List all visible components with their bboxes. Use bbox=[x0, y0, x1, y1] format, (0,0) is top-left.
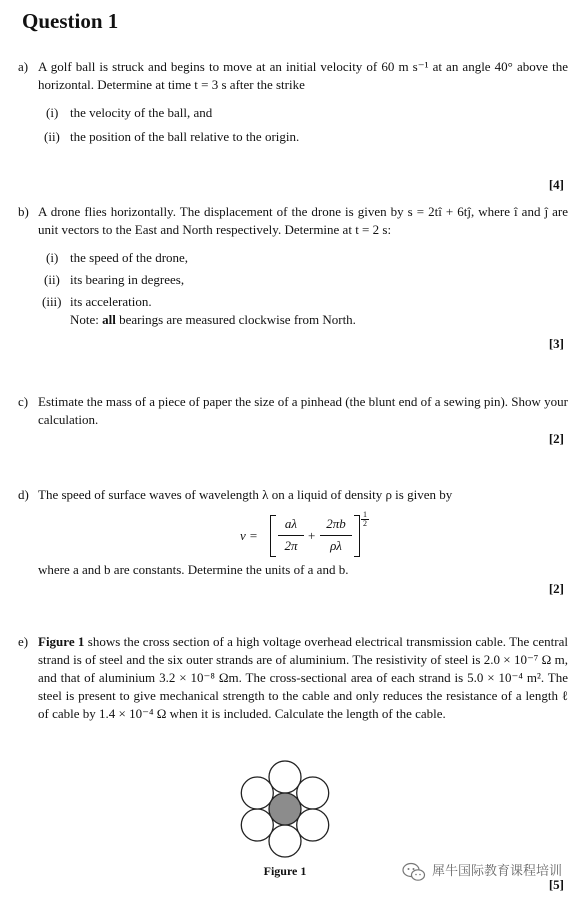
sub-text: its bearing in degrees, bbox=[70, 272, 185, 287]
exponent-numerator: 1 bbox=[363, 510, 367, 519]
marks: [4] bbox=[548, 177, 564, 192]
question-text: A drone flies horizontally. The displacement of the drone is given by s = 2tî + 6tĵ, where î and ĵ are unit vectors to the East and North respectively. Determine at t = 2 s: bbox=[38, 204, 568, 237]
watermark-text: 犀牛国际教育课程培训 bbox=[432, 864, 563, 879]
fraction-bar bbox=[320, 535, 352, 536]
note bbox=[70, 311, 568, 329]
question-d-after bbox=[18, 561, 568, 579]
sub-number: (i) bbox=[46, 250, 59, 265]
formula-lhs: v = bbox=[240, 528, 258, 543]
figure-caption: Figure 1 bbox=[263, 864, 307, 878]
sub-text: the speed of the drone, bbox=[70, 250, 189, 265]
outer-strand bbox=[269, 825, 301, 857]
bracket-left bbox=[270, 515, 276, 557]
note-emphasis: all bbox=[102, 312, 116, 327]
question-c bbox=[18, 393, 568, 429]
sub-question bbox=[38, 128, 568, 146]
central-steel-strand bbox=[269, 793, 301, 825]
cable-diagram bbox=[230, 754, 340, 864]
question-text: A golf ball is struck and begins to move at an initial velocity of 60 m s⁻¹ at an angle 40° above the horizontal. Determine at time t = 3 s after the strike bbox=[38, 59, 568, 92]
part-label: b) bbox=[18, 204, 29, 219]
question-a bbox=[18, 58, 568, 146]
outer-strand bbox=[241, 777, 273, 809]
bracket-right bbox=[354, 515, 360, 557]
question-d bbox=[18, 486, 568, 504]
part-label: e) bbox=[18, 634, 29, 649]
part-label: c) bbox=[18, 394, 29, 409]
fraction-1-denominator: 2π bbox=[284, 538, 298, 553]
outer-strand bbox=[297, 777, 329, 809]
outer-strand bbox=[241, 809, 273, 841]
wechat-icon bbox=[402, 862, 426, 882]
question-text-body: shows the cross section of a high voltage overhead electrical transmission cable. The central strand is of steel and the six outer strands are of aluminium. The resistivity of steel is 2.0 × 10⁻⁷ Ω m, and that of aluminium 3.2 × 10⁻⁸ Ωm. The cross-sectional area of each strand is 5.0 × 10⁻⁴ m². The steel is present to give mechanical strength to the cable and only reduces the resistance of a length ℓ of cable by 1.4 × 10⁻⁴ Ω when it is included. Calculate the length of the cable. bbox=[38, 634, 568, 721]
plus-sign: + bbox=[308, 528, 316, 543]
sub-question bbox=[38, 293, 568, 311]
figure-reference: Figure 1 bbox=[38, 634, 85, 649]
part-label: d) bbox=[18, 487, 29, 502]
fraction-bar bbox=[278, 535, 304, 536]
note-text: bearings are measured clockwise from North. bbox=[115, 312, 356, 327]
sub-number: (i) bbox=[46, 105, 59, 120]
cable-cross-section-figure bbox=[230, 754, 340, 864]
sub-number: (ii) bbox=[44, 272, 60, 287]
question-text: The speed of surface waves of wavelength λ on a liquid of density ρ is given by bbox=[38, 487, 453, 502]
question-text: where a and b are constants. Determine the units of a and b. bbox=[38, 562, 349, 577]
marks: [5] bbox=[548, 877, 564, 892]
question-b bbox=[18, 203, 568, 329]
sub-text: the velocity of the ball, and bbox=[70, 105, 213, 120]
fraction-2-denominator: ρλ bbox=[330, 538, 342, 553]
sub-question bbox=[38, 104, 568, 122]
outer-strand bbox=[297, 809, 329, 841]
fraction-1-numerator: aλ bbox=[284, 516, 298, 531]
sub-question bbox=[38, 271, 568, 289]
marks: [2] bbox=[548, 431, 564, 446]
question-text: Estimate the mass of a piece of paper the size of a pinhead (the blunt end of a sewing pin). Show your calculation. bbox=[38, 394, 568, 427]
note-prefix: Note: bbox=[70, 312, 103, 327]
sub-text: the position of the ball relative to the origin. bbox=[70, 129, 300, 144]
sub-question bbox=[38, 249, 568, 267]
sub-number: (iii) bbox=[42, 294, 62, 309]
sub-text: its acceleration. bbox=[70, 294, 152, 309]
part-label: a) bbox=[18, 59, 29, 74]
question-text bbox=[38, 633, 568, 723]
exponent-denominator: 2 bbox=[363, 519, 367, 528]
question-e bbox=[18, 633, 568, 723]
marks: [3] bbox=[548, 336, 564, 351]
fraction-2-numerator: 2πb bbox=[326, 516, 346, 531]
page-title: Question 1 bbox=[22, 9, 119, 33]
sub-number: (ii) bbox=[44, 129, 60, 144]
marks: [2] bbox=[548, 581, 564, 596]
outer-strand bbox=[269, 761, 301, 793]
formula bbox=[240, 510, 400, 559]
